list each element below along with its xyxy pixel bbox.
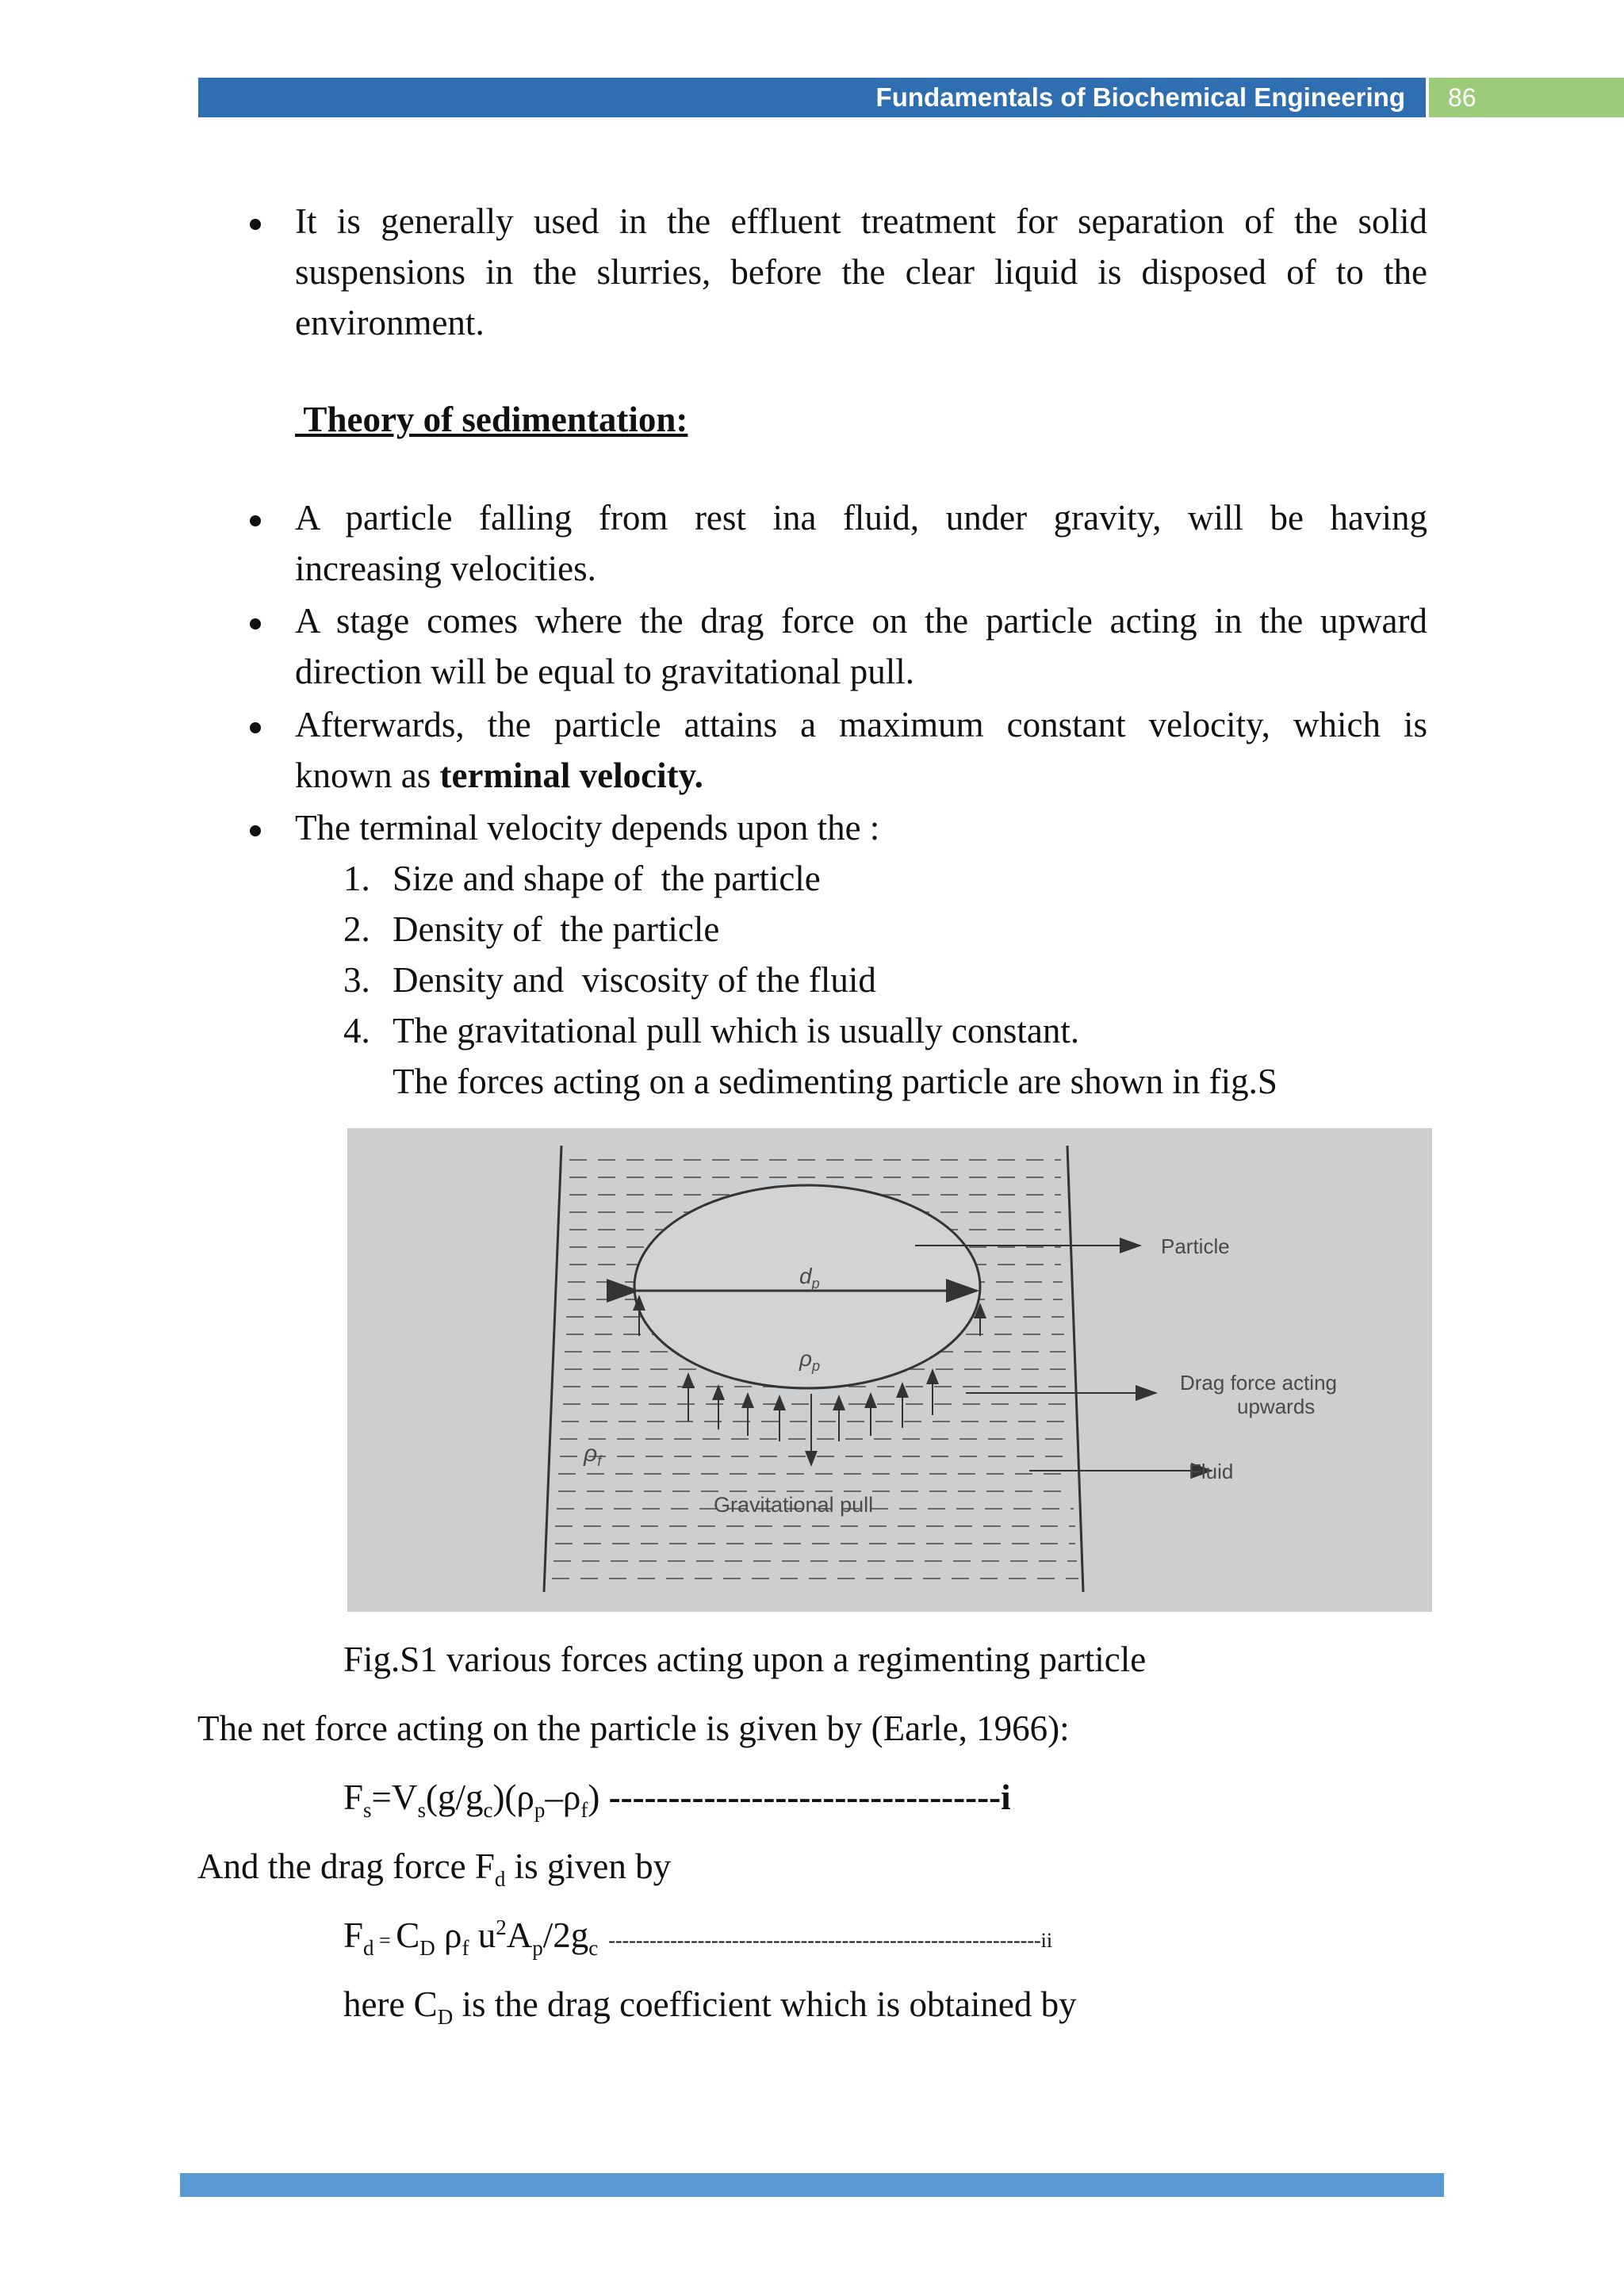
figure-caption: Fig.S1 various forces acting upon a regimenting particle xyxy=(343,1640,1147,1679)
label-drag-line-2: upwards xyxy=(1237,1395,1316,1418)
label-particle: Particle xyxy=(1161,1234,1230,1258)
page-number: 86 xyxy=(1448,83,1477,112)
drag-coefficient-text: here $C_D$ is the drag coefficient which is obtained by xyxy=(343,1984,1077,2029)
list-item: The gravitational pull which is usually constant. xyxy=(393,1011,1080,1050)
bullet-1-line-1: A particle falling from rest ina fluid, under gravity, will be having xyxy=(295,498,1427,538)
bullet-icon xyxy=(250,618,261,629)
sedimentation-diagram xyxy=(347,1128,1432,1612)
bullet-icon xyxy=(250,515,261,526)
equation-1: $F_s=V_s(g/g_c)(\rho_p-\rho_f)$ ---------------------------------i xyxy=(343,1777,1011,1822)
list-item-number: 3. xyxy=(343,960,370,1000)
container-wall-left xyxy=(544,1146,561,1592)
label-rho-f: $\rho_f$ xyxy=(584,1441,602,1469)
drag-force-intro: And the drag force $F_d$ is given by xyxy=(197,1846,672,1891)
forces-intro: The forces acting on a sedimenting particle are shown in fig.S xyxy=(393,1062,1277,1101)
bullet-icon xyxy=(250,219,261,230)
list-item-number: 1. xyxy=(343,859,370,898)
bullet-4-line-1: The terminal velocity depends upon the : xyxy=(295,808,880,848)
bullet-2-line-1: A stage comes where the drag force on the particle acting in the upward xyxy=(295,601,1427,641)
intro-line-1: It is generally used in the effluent treatment for separation of the solid xyxy=(295,201,1427,241)
bullet-icon xyxy=(250,825,261,836)
bullet-icon xyxy=(250,722,261,733)
container-wall-right xyxy=(1067,1146,1083,1592)
bullet-1-line-2: increasing velocities. xyxy=(295,549,596,588)
list-item-number: 2. xyxy=(343,909,370,949)
label-rho-p: $\rho_p$ xyxy=(799,1346,821,1374)
list-item-number: 4. xyxy=(343,1011,370,1050)
intro-line-3: environment. xyxy=(295,303,485,342)
label-dp: $d_p$ xyxy=(799,1264,820,1292)
footer-bar xyxy=(180,2173,1444,2197)
book-title: Fundamentals of Biochemical Engineering xyxy=(875,82,1405,112)
label-fluid: Fluid xyxy=(1189,1460,1234,1483)
list-item: Density of the particle xyxy=(393,909,720,949)
list-item: Size and shape of the particle xyxy=(393,859,821,898)
bullet-3-line-2 xyxy=(295,750,703,801)
section-heading: Theory of sedimentation: xyxy=(295,400,688,439)
header-title-bar xyxy=(198,78,1426,117)
net-force-text: The net force acting on the particle is given by (Earle, 1966): xyxy=(197,1709,1070,1748)
bullet-2-line-2: direction will be equal to gravitational pull. xyxy=(295,652,915,691)
label-drag-line-1: Drag force acting xyxy=(1180,1371,1337,1395)
header-page-number-bar xyxy=(1429,78,1624,117)
sedimentation-figure xyxy=(347,1128,1432,1612)
terminal-velocity-term: terminal velocity. xyxy=(439,756,703,795)
intro-line-2: suspensions in the slurries, before the clear liquid is disposed of to the xyxy=(295,252,1427,292)
list-item: Density and viscosity of the fluid xyxy=(393,960,876,1000)
label-gravity: Gravitational pull xyxy=(714,1493,874,1517)
bullet-3-prefix: known as xyxy=(295,756,440,795)
equation-2: $F_d = C_D$ $\rho_f$ $u^2A_p/2g_c$ ---------------------------------------------------------------ii xyxy=(343,1915,1053,1960)
bullet-3-line-1: Afterwards, the particle attains a maximum constant velocity, which is xyxy=(295,705,1427,744)
